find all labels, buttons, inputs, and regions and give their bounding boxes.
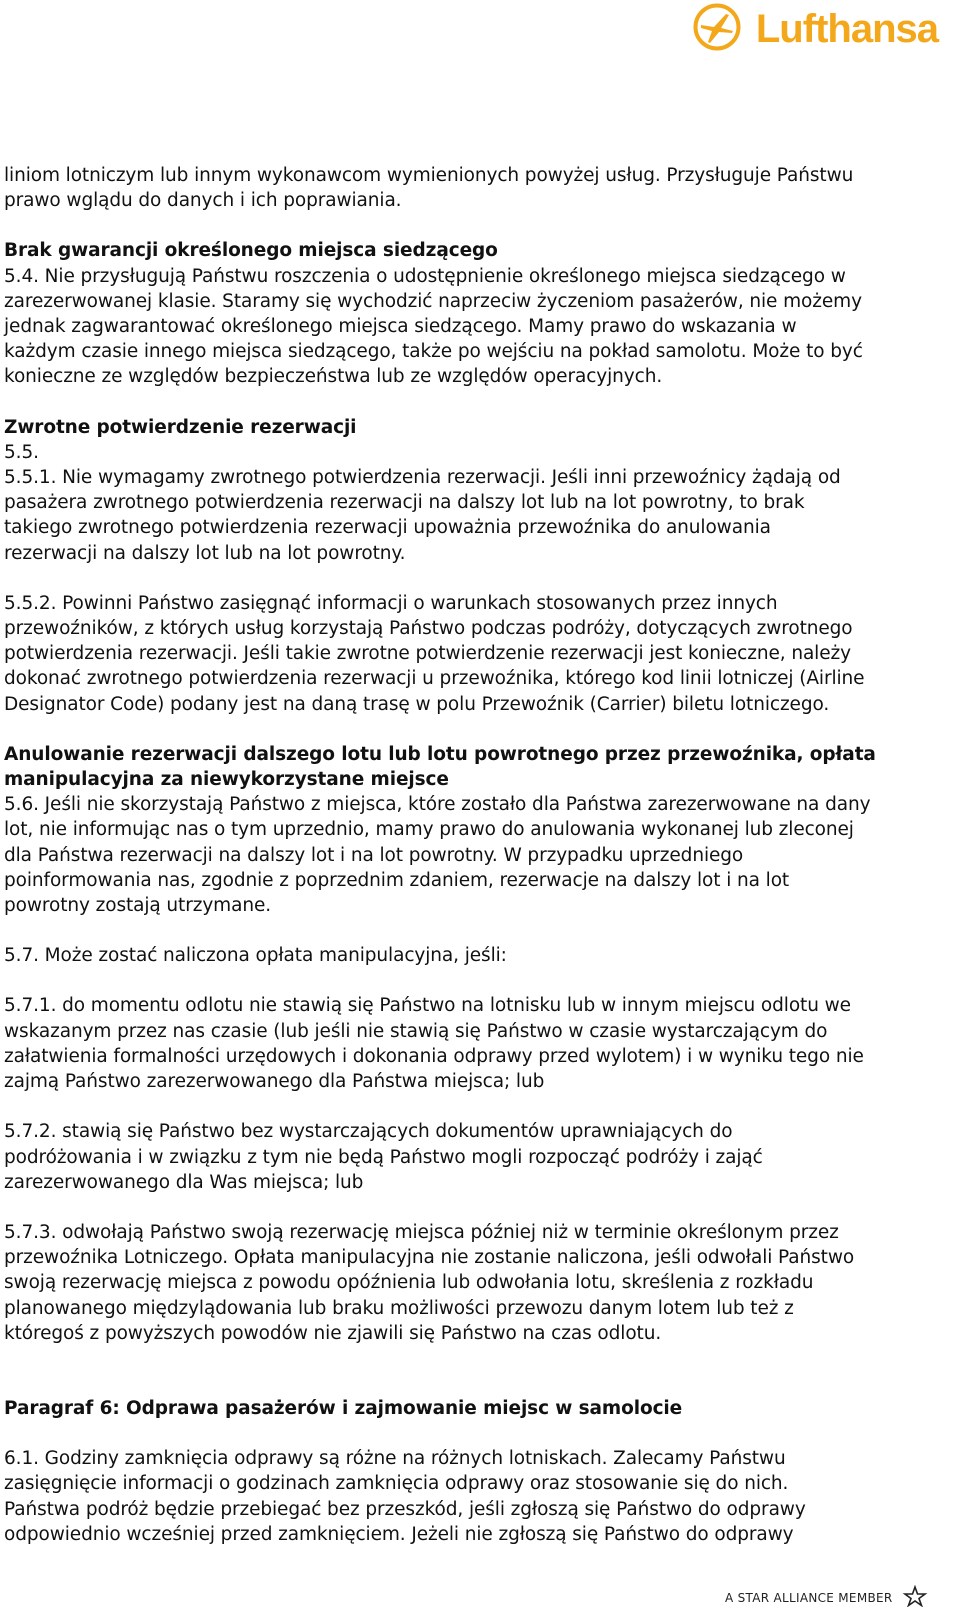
text-line: odpowiednio wcześniej przed zamknięciem. Jeżeli nie zgłoszą się Państwo do odprawy xyxy=(4,1523,794,1545)
text-line: dokonać zwrotnego potwierdzenia rezerwacji u przewoźnika, którego kod linii lotniczej (Airline xyxy=(4,668,865,690)
text-line: 5.7.3. odwołają Państwo swoją rezerwację miejsca później niż w terminie określonym przez xyxy=(4,1221,839,1243)
text-line: 6.1. Godziny zamknięcia odprawy są różne na różnych lotniskach. Zalecamy Państwu xyxy=(4,1448,786,1470)
text-line: swoją rezerwację miejsca z powodu opóźnienia lub odwołania lotu, skreślenia z rozkładu xyxy=(4,1272,814,1294)
text-line: 5.4. Nie przysługują Państwu roszczenia o udostępnienie określonego miejsca siedzącego w xyxy=(4,265,846,287)
text-line: zajmą Państwo zarezerwowanego dla Państwa miejsca; lub xyxy=(4,1071,545,1093)
logo-text: Lufthansa xyxy=(755,6,938,51)
text-line: zasięgnięcie informacji o godzinach zamknięcia odprawy oraz stosowanie się do nich. xyxy=(4,1473,789,1495)
text-line: pasażera zwrotnego potwierdzenia rezerwacji na dalszy lot lub na lot powrotny, to brak xyxy=(4,492,805,514)
text-line: zarezerwowanego dla Was miejsca; lub xyxy=(4,1171,364,1193)
text-line: 5.5.2. Powinni Państwo zasięgnąć informacji o warunkach stosowanych przez innych xyxy=(4,592,778,614)
text-line: konieczne ze względów bezpieczeństwa lub ze względów operacyjnych. xyxy=(4,366,663,388)
text-line: 5.5. xyxy=(4,441,39,463)
section-heading: manipulacyjna za niewykorzystane miejsce xyxy=(4,769,449,791)
star-alliance-icon xyxy=(901,1585,929,1611)
text-line: 5.6. Jeśli nie skorzystają Państwo z miejsca, które zostało dla Państwa zarezerwowane na dany xyxy=(4,794,871,816)
text-line: poinformowania nas, zgodnie z poprzednim zdaniem, rezerwacje na dalszy lot i na lot xyxy=(4,869,790,891)
text-line: każdym czasie innego miejsca siedzącego, także po wejściu na pokład samolotu. Może to być xyxy=(4,341,863,363)
text-line: załatwienia formalności urzędowych i dokonania odprawy przed wylotem) i w wyniku tego nie xyxy=(4,1045,864,1067)
text-line: liniom lotniczym lub innym wykonawcom wymienionych powyżej usług. Przysługuje Państwu xyxy=(4,165,854,186)
star-alliance-text: A STAR ALLIANCE MEMBER xyxy=(725,1591,893,1605)
header xyxy=(0,0,960,60)
text-line: któregoś z powyższych powodów nie zjawili się Państwo na czas odlotu. xyxy=(4,1322,662,1344)
text-line: podróżowania i w związku z tym nie będą Państwo mogli rozpocząć podróży i zająć xyxy=(4,1146,763,1168)
text-line: rezerwacji na dalszy lot lub na lot powrotny. xyxy=(4,542,406,564)
text-line: powrotny zostają utrzymane. xyxy=(4,895,272,917)
text-line: Designator Code) podany jest na daną trasę w polu Przewoźnik (Carrier) biletu lotniczego. xyxy=(4,693,830,715)
section-heading: Brak gwarancji określonego miejsca siedzącego xyxy=(4,240,498,262)
section-heading: Zwrotne potwierdzenie rezerwacji xyxy=(4,416,357,438)
text-line: Państwa podróż będzie przebiegać bez przeszkód, jeśli zgłoszą się Państwo do odprawy xyxy=(4,1498,806,1520)
text-line: planowanego międzylądowania lub braku możliwości przewozu danym lotem lub też z xyxy=(4,1297,794,1319)
footer xyxy=(725,1585,929,1611)
section-heading: Anulowanie rezerwacji dalszego lotu lub lotu powrotnego przez przewoźnika, opłata xyxy=(4,743,876,765)
text-line: zarezerwowanej klasie. Staramy się wychodzić naprzeciw życzeniom pasażerów, nie możemy xyxy=(4,290,862,312)
text-line: 5.7.2. stawią się Państwo bez wystarczających dokumentów uprawniających do xyxy=(4,1121,733,1143)
text-line: prawo wglądu do danych i ich poprawiania. xyxy=(4,190,402,212)
text-line: przewoźnika Lotniczego. Opłata manipulacyjna nie zostanie naliczona, jeśli odwołali Państwo xyxy=(4,1247,855,1269)
text-line: 5.7.1. do momentu odlotu nie stawią się Państwo na lotnisku lub w innym miejscu odlotu we xyxy=(4,995,851,1017)
text-line: lot, nie informując nas o tym uprzednio, mamy prawo do anulowania wykonanej lub zleconej xyxy=(4,819,854,841)
section-heading: Paragraf 6: Odprawa pasażerów i zajmowanie miejsc w samolocie xyxy=(4,1397,683,1419)
text-line: takiego zwrotnego potwierdzenia rezerwacji upoważnia przewoźnika do anulowania xyxy=(4,517,771,539)
text-line: potwierdzenia rezerwacji. Jeśli takie zwrotne potwierdzenie rezerwacji jest konieczne, należy xyxy=(4,643,851,665)
text-line: dla Państwa rezerwacji na dalszy lot i na lot powrotny. W przypadku uprzedniego xyxy=(4,844,744,866)
document-body xyxy=(4,163,944,1547)
text-line: 5.5.1. Nie wymagamy zwrotnego potwierdzenia rezerwacji. Jeśli inni przewoźnicy żądają od xyxy=(4,467,841,489)
text-line: wskazanym przez nas czasie (lub jeśli nie stawią się Państwo w czasie wystarczającym do xyxy=(4,1020,828,1042)
text-line: 5.7. Może zostać naliczona opłata manipulacyjna, jeśli: xyxy=(4,945,507,967)
text-line: przewoźników, z których usług korzystają Państwo podczas podróży, dotyczących zwrotnego xyxy=(4,618,853,640)
lufthansa-logo xyxy=(692,2,938,56)
crane-in-circle-icon xyxy=(692,2,742,56)
text-line: jednak zagwarantować określonego miejsca siedzącego. Mamy prawo do wskazania w xyxy=(4,316,797,338)
